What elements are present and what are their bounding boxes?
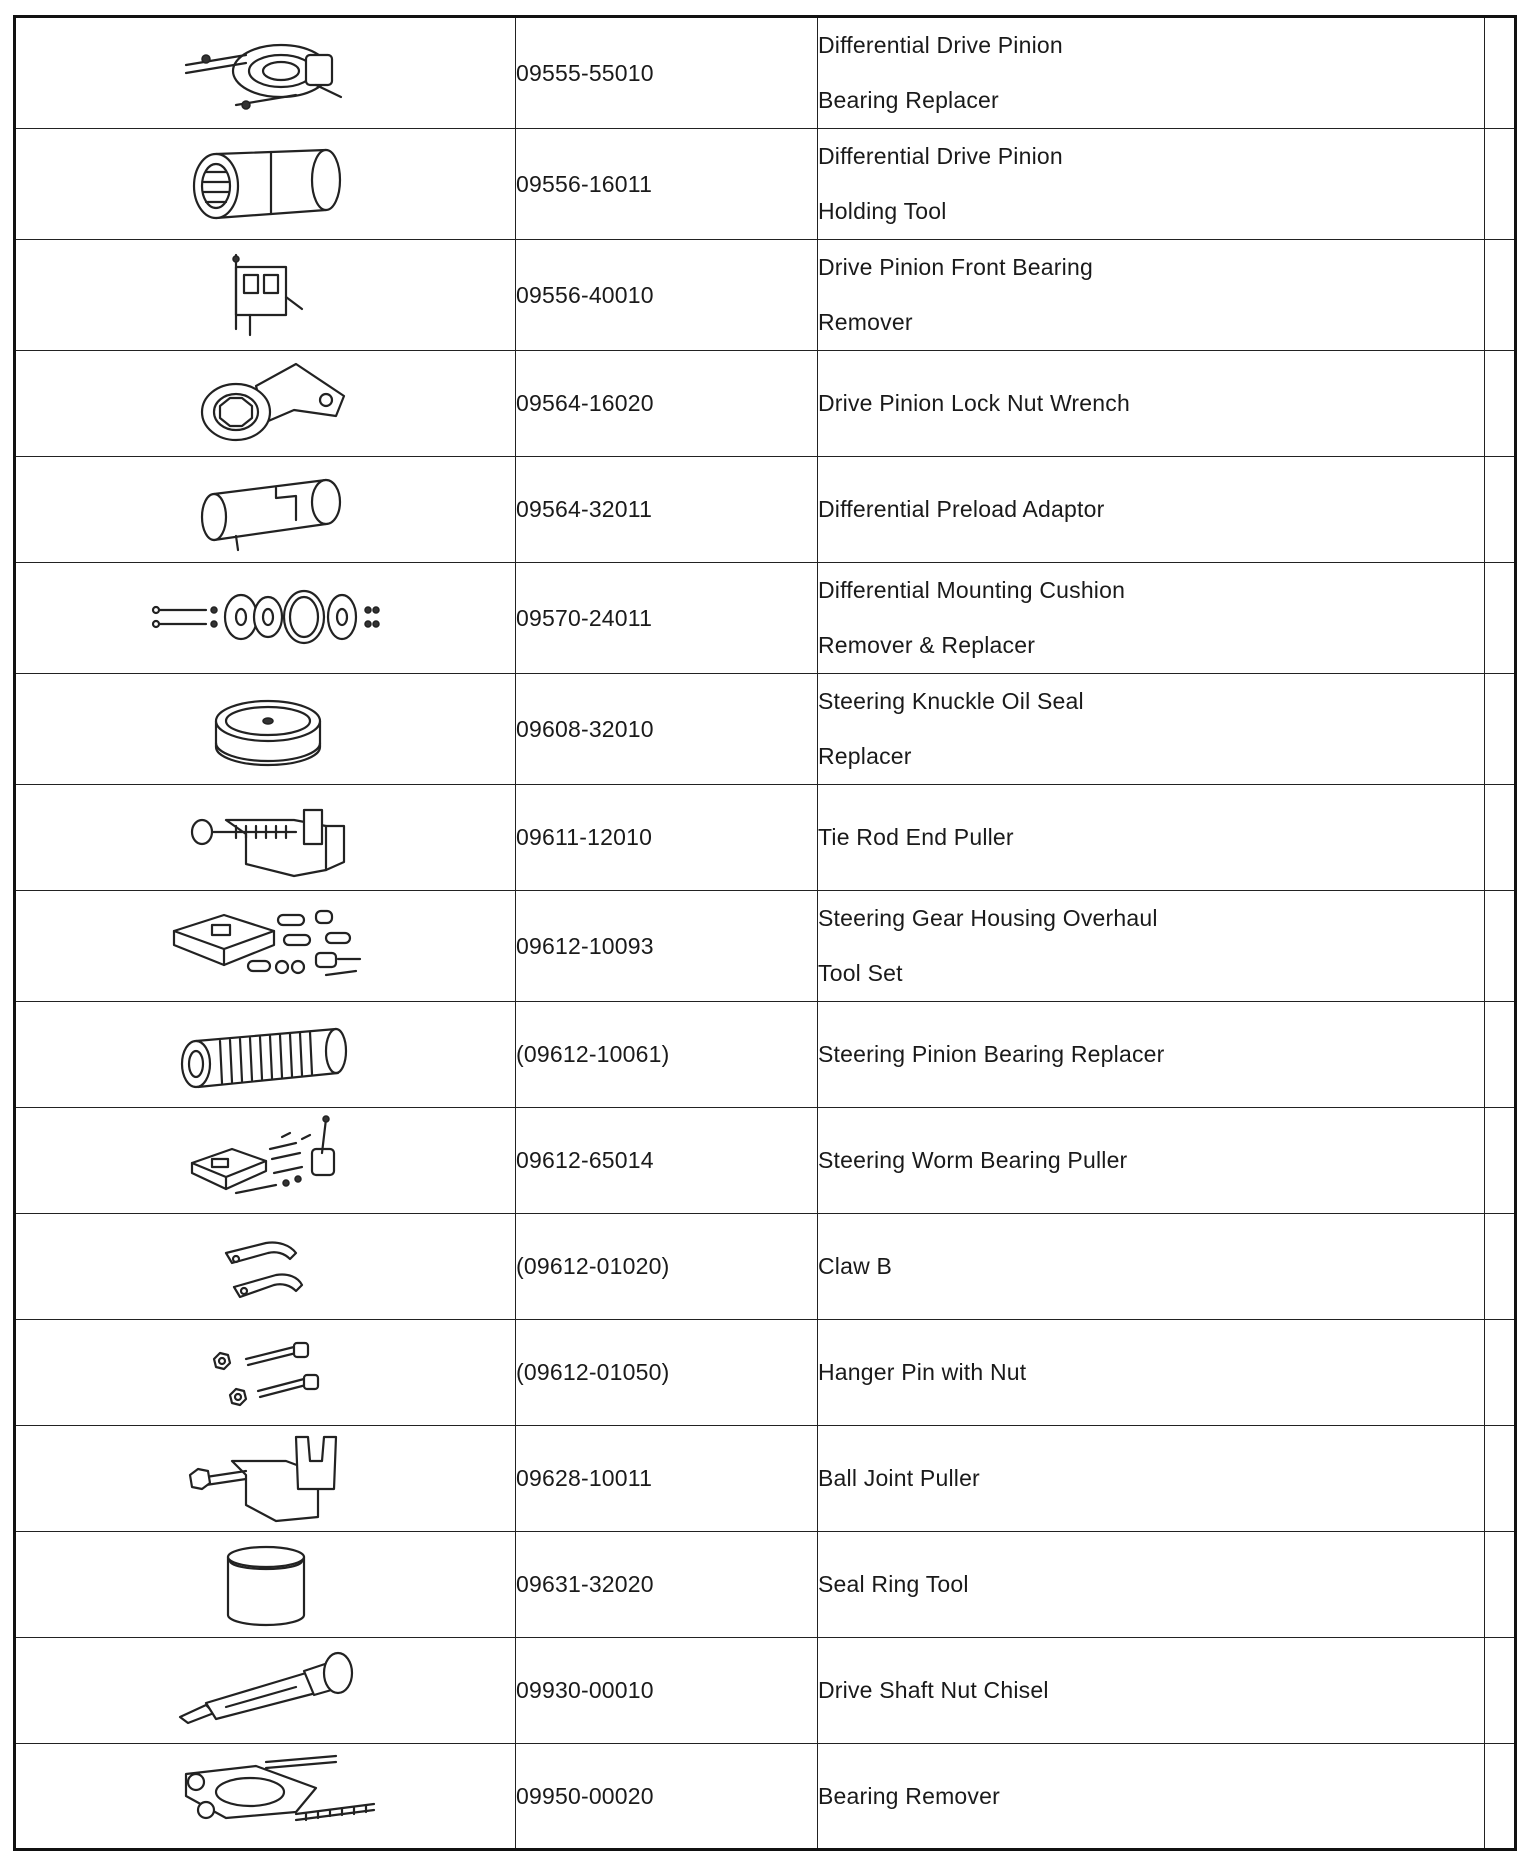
part-number: 09612-65014 (516, 1108, 818, 1214)
part-number: 09628-10011 (516, 1426, 818, 1532)
table-row (15, 674, 1516, 785)
table-row (15, 1426, 1516, 1532)
description-line: Bearing Replacer (818, 87, 999, 113)
tool-description (818, 563, 1485, 674)
tool-description (818, 1108, 1485, 1214)
tool-set-icon (166, 901, 366, 991)
blank-cell (1485, 1426, 1516, 1532)
blank-cell (1485, 351, 1516, 457)
description-line: Steering Knuckle Oil Seal (818, 688, 1084, 714)
part-number: 09930-00010 (516, 1638, 818, 1744)
description-line: Tool Set (818, 960, 903, 986)
blank-cell (1485, 891, 1516, 1002)
part-number: 09608-32010 (516, 674, 818, 785)
tool-description (818, 1214, 1485, 1320)
part-number: 09950-00020 (516, 1744, 818, 1850)
part-number: 09631-32020 (516, 1532, 818, 1638)
tool-description (818, 1002, 1485, 1108)
part-number: (09612-10061) (516, 1002, 818, 1108)
tool-description (818, 674, 1485, 785)
part-number: (09612-01050) (516, 1320, 818, 1426)
tie-rod-puller-icon (176, 790, 356, 886)
part-number: (09612-01020) (516, 1214, 818, 1320)
table-row (15, 1638, 1516, 1744)
cushion-remover-set-icon (146, 570, 386, 666)
split-sleeve-icon (176, 462, 356, 558)
blank-cell (1485, 240, 1516, 351)
blank-cell (1485, 1320, 1516, 1426)
blank-cell (1485, 1744, 1516, 1850)
blank-cell (1485, 1002, 1516, 1108)
description-line: Replacer (818, 743, 912, 769)
lock-nut-wrench-icon (176, 356, 356, 452)
bearing-remover-clamp-icon (206, 247, 326, 343)
description-line: Steering Pinion Bearing Replacer (818, 1041, 1165, 1067)
description-line: Remover & Replacer (818, 632, 1036, 658)
tool-description (818, 1744, 1485, 1850)
table-row (15, 351, 1516, 457)
table-row (15, 1744, 1516, 1850)
table-row (15, 129, 1516, 240)
ball-joint-puller-icon (176, 1431, 356, 1527)
description-line: Bearing Remover (818, 1782, 1000, 1809)
blank-cell (1485, 674, 1516, 785)
description-line: Differential Drive Pinion (818, 143, 1063, 169)
tool-description (818, 240, 1485, 351)
description-line: Drive Pinion Lock Nut Wrench (818, 390, 1130, 416)
special-tools-table (13, 15, 1517, 1851)
part-number: 09611-12010 (516, 785, 818, 891)
oil-seal-replacer-icon (176, 681, 356, 777)
description-line: Hanger Pin with Nut (818, 1359, 1027, 1385)
description-line: Claw B (818, 1253, 893, 1279)
part-number: 09556-16011 (516, 129, 818, 240)
tool-description (818, 1426, 1485, 1532)
claw-icon (206, 1219, 326, 1315)
bearing-replacer-icon (166, 25, 366, 121)
puller-kit-icon (176, 1113, 356, 1209)
blank-cell (1485, 1532, 1516, 1638)
description-line: Tie Rod End Puller (818, 824, 1014, 850)
hanger-pin-icon (196, 1325, 336, 1421)
blank-cell (1485, 17, 1516, 129)
tool-description (818, 17, 1485, 129)
description-line: Holding Tool (818, 198, 947, 224)
part-number: 09612-10093 (516, 891, 818, 1002)
table-row (15, 240, 1516, 351)
description-line: Remover (818, 309, 913, 335)
tool-table-sheet (13, 15, 1514, 1812)
blank-cell (1485, 457, 1516, 563)
part-number: 09564-32011 (516, 457, 818, 563)
description-line: Steering Gear Housing Overhaul (818, 905, 1158, 931)
blank-cell (1485, 1214, 1516, 1320)
description-line: Ball Joint Puller (818, 1465, 980, 1491)
tool-description (818, 1320, 1485, 1426)
part-number: 09556-40010 (516, 240, 818, 351)
blank-cell (1485, 785, 1516, 891)
blank-cell (1485, 129, 1516, 240)
table-row (15, 563, 1516, 674)
description-line: Seal Ring Tool (818, 1571, 969, 1597)
tool-description (818, 129, 1485, 240)
table-row (15, 457, 1516, 563)
part-number: 09570-24011 (516, 563, 818, 674)
table-row (15, 1108, 1516, 1214)
description-line: Differential Preload Adaptor (818, 496, 1105, 522)
blank-cell (1485, 1108, 1516, 1214)
description-line: Steering Worm Bearing Puller (818, 1147, 1128, 1173)
table-row (15, 1214, 1516, 1320)
bearing-remover-icon (146, 1748, 386, 1844)
description-line: Drive Pinion Front Bearing (818, 254, 1093, 280)
table-row (15, 17, 1516, 129)
table-row (15, 785, 1516, 891)
blank-cell (1485, 563, 1516, 674)
table-row (15, 1320, 1516, 1426)
description-line: Differential Drive Pinion (818, 32, 1063, 58)
tool-description (818, 785, 1485, 891)
knurled-tube-icon (166, 1007, 366, 1103)
description-line: Drive Shaft Nut Chisel (818, 1677, 1049, 1703)
tool-description (818, 457, 1485, 563)
table-row (15, 1002, 1516, 1108)
blank-cell (1485, 1638, 1516, 1744)
part-number: 09564-16020 (516, 351, 818, 457)
table-row (15, 891, 1516, 1002)
splined-socket-icon (176, 136, 356, 232)
tool-description (818, 351, 1485, 457)
tool-description (818, 1532, 1485, 1638)
seal-ring-tool-icon (206, 1537, 326, 1633)
part-number: 09555-55010 (516, 17, 818, 129)
table-row (15, 1532, 1516, 1638)
chisel-icon (166, 1643, 366, 1739)
description-line: Differential Mounting Cushion (818, 577, 1126, 603)
tool-description (818, 891, 1485, 1002)
tool-description (818, 1638, 1485, 1744)
